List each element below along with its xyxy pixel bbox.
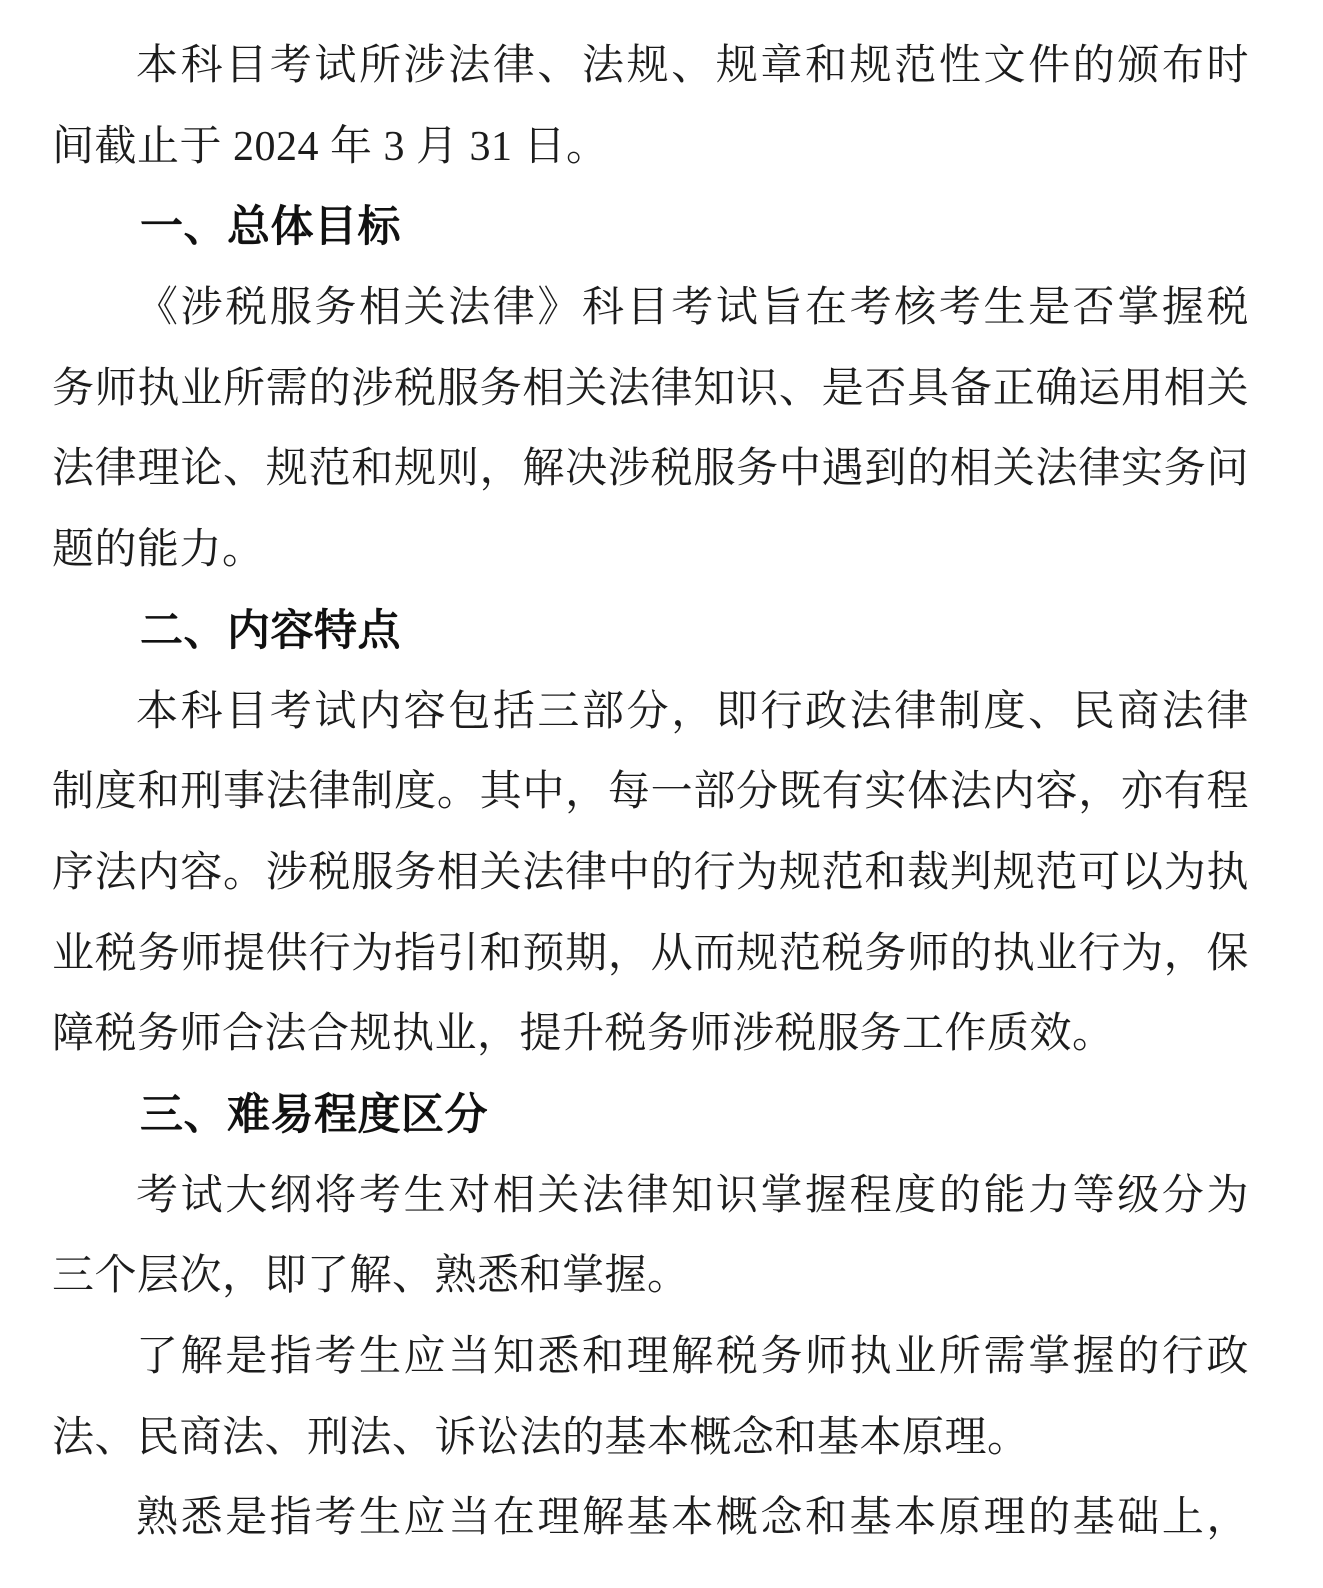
paragraph-line: 熟悉是指考生应当在理解基本概念和基本原理的基础上， <box>136 1495 1249 1542</box>
paragraph-line: 考试大纲将考生对相关法律知识掌握程度的能力等级分为 <box>136 1172 1249 1219</box>
paragraph-line: 了解是指考生应当知悉和理解税务师执业所需掌握的行政 <box>136 1334 1249 1380</box>
paragraph-end-line: 间截止于 2024 年 3 月 31 日。 <box>52 123 609 170</box>
paragraph-line: 法律理论、规范和规则，解决涉税服务中遇到的相关法律实务问 <box>52 446 1249 493</box>
paragraph-line: 业税务师提供行为指引和预期，从而规范税务师的执业行为，保 <box>52 930 1249 977</box>
paragraph-end-line: 题的能力。 <box>52 527 265 574</box>
paragraph-line: 本科目考试所涉法律、法规、规章和规范性文件的颁布时 <box>136 43 1249 89</box>
paragraph-end-line: 三个层次，即了解、熟悉和掌握。 <box>52 1253 690 1300</box>
paragraph-line: 本科目考试内容包括三部分，即行政法律制度、民商法律 <box>136 688 1249 735</box>
paragraph-line: 制度和刑事法律制度。其中，每一部分既有实体法内容，亦有程 <box>52 769 1249 816</box>
section-heading-1: 一、总体目标 <box>140 203 401 252</box>
paragraph-line: 《涉税服务相关法律》科目考试旨在考核考生是否掌握税 <box>136 285 1249 332</box>
section-heading-3: 三、难易程度区分 <box>140 1090 488 1139</box>
paragraph-end-line: 障税务师合法合规执业，提升税务师涉税服务工作质效。 <box>52 1011 1115 1058</box>
paragraph-line: 务师执业所需的涉税服务相关法律知识、是否具备正确运用相关 <box>52 365 1249 412</box>
section-heading-2: 二、内容特点 <box>140 606 401 655</box>
paragraph-end-line: 法、民商法、刑法、诉讼法的基本概念和基本原理。 <box>52 1414 1030 1461</box>
paragraph-line: 序法内容。涉税服务相关法律中的行为规范和裁判规范可以为执 <box>52 849 1249 896</box>
